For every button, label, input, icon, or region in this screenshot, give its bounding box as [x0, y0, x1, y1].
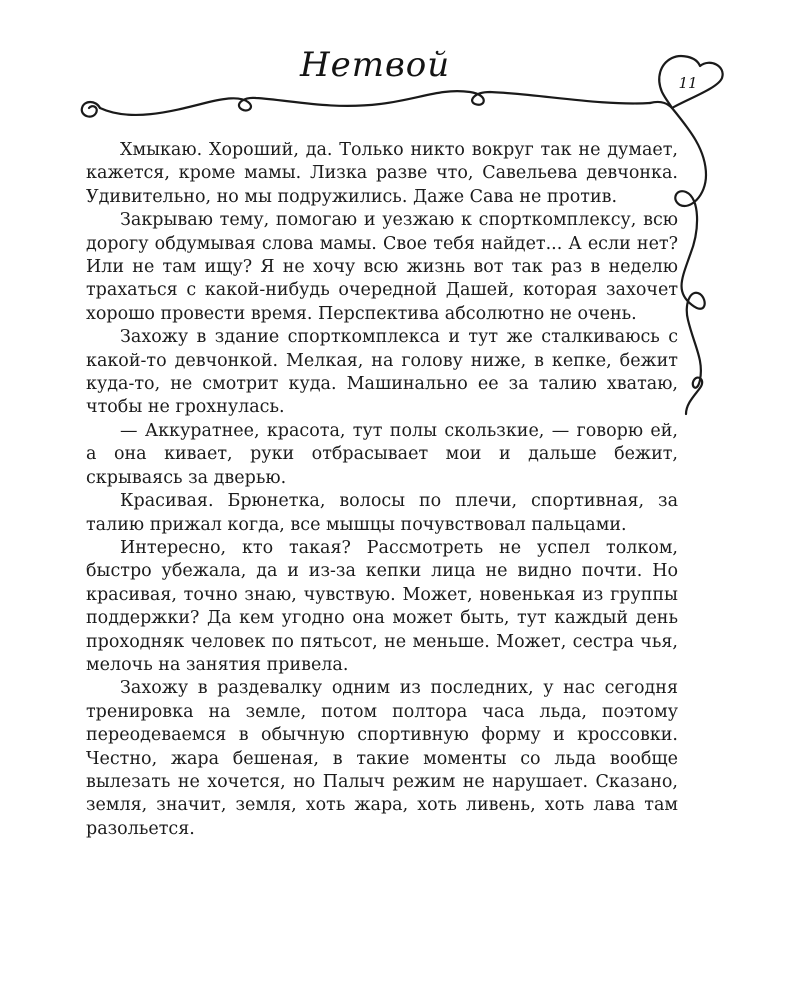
- running-head-title: Нетвой: [300, 45, 451, 85]
- paragraph: Интересно, кто такая? Рассмотреть не успел толком, быстро убежала, да и из-за кепки лица не видно почти. Но красивая, точно знаю, чувствую. Может, новенькая из группы поддержки? Да кем угодно она может быть, тут каждый день проходняк человек по пятьсот, не меньше. Может, сестра чья, мелочь на занятия привела.: [86, 537, 678, 675]
- paragraph: Захожу в раздевалку одним из последних, у нас сегодня тренировка на земле, потом полтора часа льда, поэтому переодеваемся в обычную спортивную форму и кроссовки. Честно, жара бешеная, в такие моменты со льда вообще вылезать не хочется, но Палыч режим не нарушает. Сказано, земля, значит, земля, хоть жара, хоть ливень, хоть лава там разольется.: [86, 678, 678, 839]
- page-number: 11: [678, 74, 698, 92]
- paragraph: Закрываю тему, помогаю и уезжаю к спорткомплексу, всю дорогу обдумывая слова мамы. Свое тебя найдет... А если нет? Или не там ищу? Я не хочу всю жизнь вот так раз в неделю трахаться с какой-нибудь очередной Дашей, которая захочет хорошо провести время. Перспектива абсолютно не очень.: [86, 210, 678, 324]
- paragraph: Хмыкаю. Хороший, да. Только никто вокруг так не думает, кажется, кроме мамы. Лизка разве что, Савельева девчонка. Удивительно, но мы подружились. Даже Сава не против.: [86, 140, 678, 207]
- paragraph: Захожу в здание спорткомплекса и тут же сталкиваюсь с какой-то девчонкой. Мелкая, на голову ниже, в кепке, бежит куда-то, не смотрит куда. Машинально ее за талию хватаю, чтобы не грохнулась.: [86, 327, 678, 418]
- header-wave-line: [100, 91, 650, 115]
- paragraph: — Аккуратнее, красота, тут полы скользкие, — говорю ей, а она кивает, руки отбрасывает мои и дальше бежит, скрываясь за дверью.: [86, 420, 678, 488]
- left-curl-ornament: [82, 102, 100, 117]
- paragraph: Красивая. Брюнетка, волосы по плечи, спортивная, за талию прижал когда, все мышцы почувствовал пальцами.: [86, 491, 678, 535]
- body-text: [86, 139, 678, 841]
